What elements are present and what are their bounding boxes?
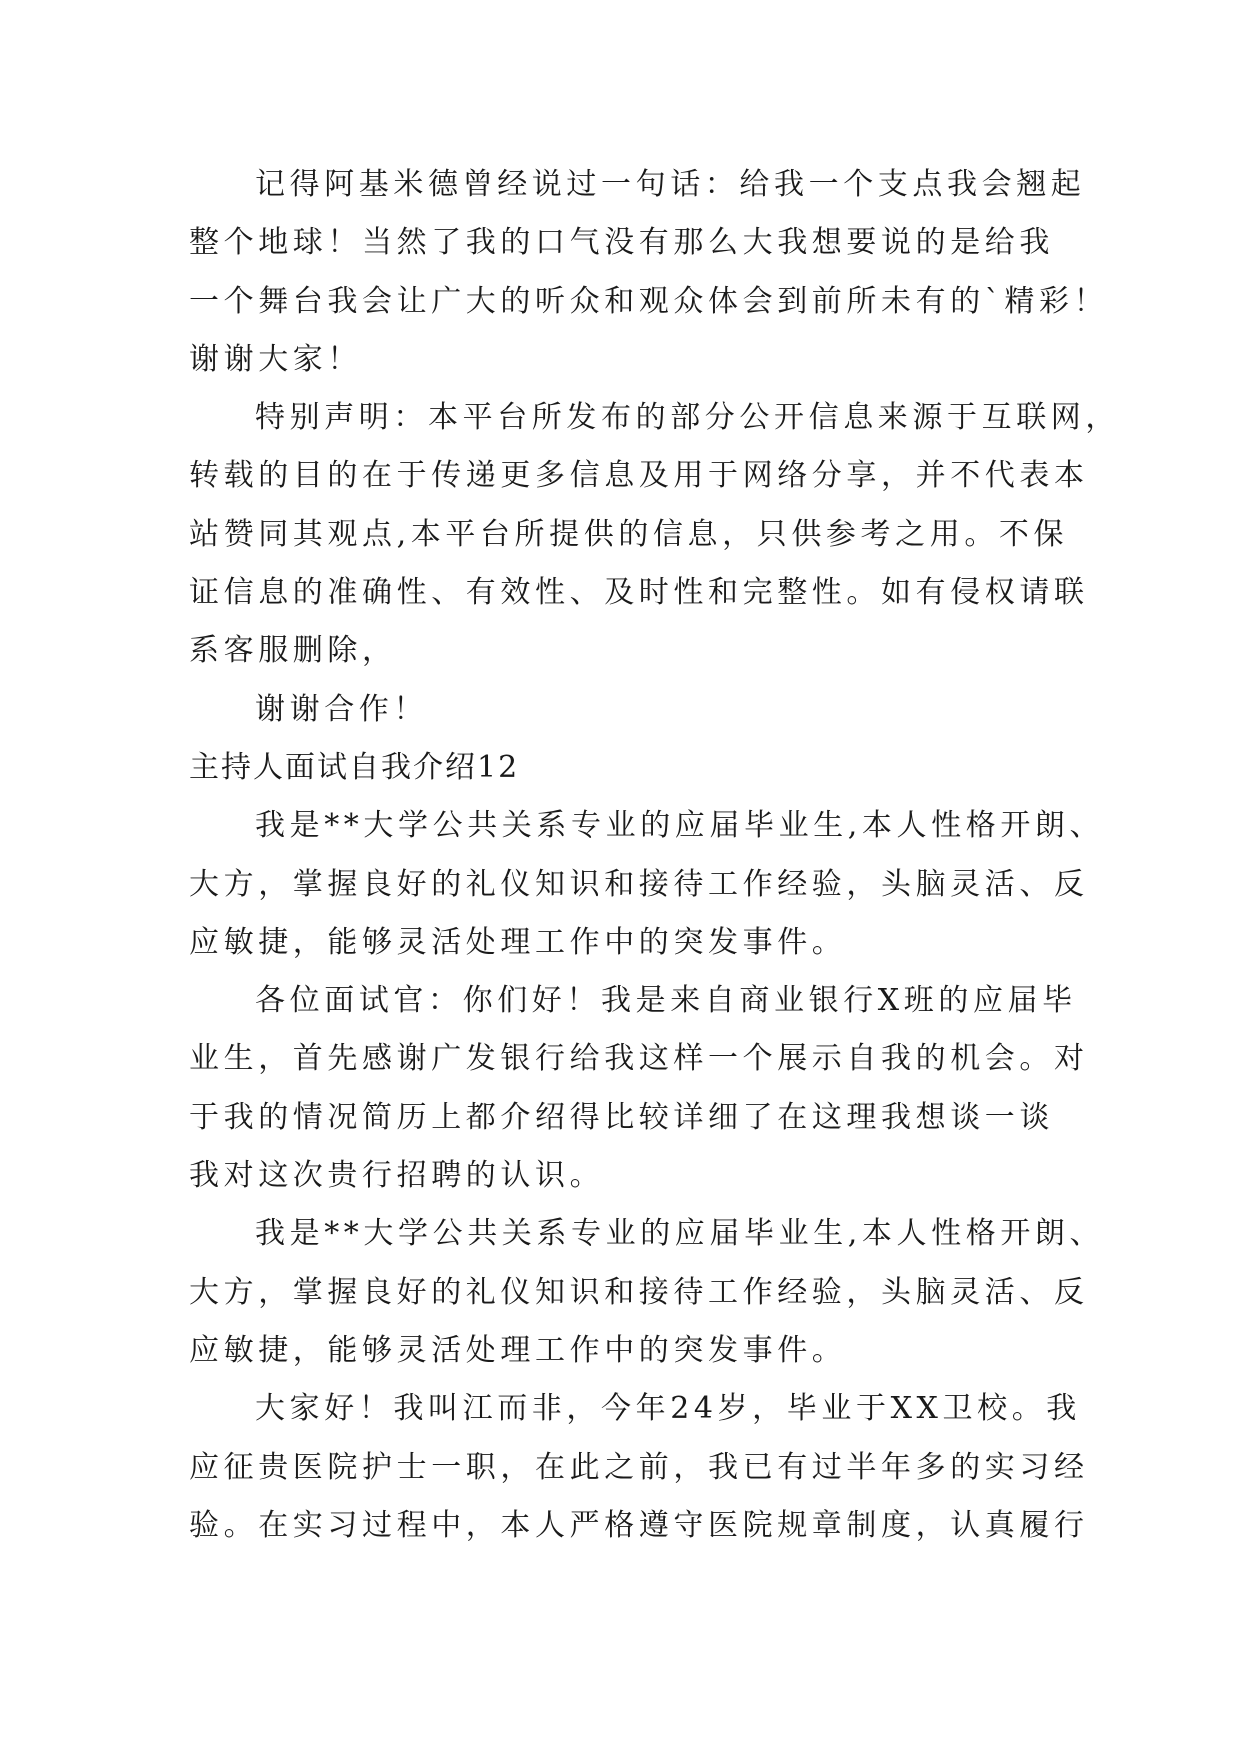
text-line: 各位面试官：你们好！我是来自商业银行X班的应届毕: [255, 983, 1077, 1019]
text-line: 大方，掌握良好的礼仪知识和接待工作经验，头脑灵活、反: [189, 1274, 1089, 1310]
text-line: 记得阿基米德曾经说过一句话：给我一个支点我会翘起: [255, 167, 1086, 202]
text-line: 我对这次贵行招聘的认识。: [189, 1158, 605, 1194]
section-title: 主持人面试自我介绍12: [189, 749, 520, 785]
text-line: 业生，首先感谢广发银行给我这样一个展示自我的机会。对: [189, 1041, 1089, 1077]
text-line: 应敏捷，能够灵活处理工作中的突发事件。: [189, 1332, 847, 1368]
text-line: 谢谢合作！: [255, 691, 428, 727]
text-line: 大家好！我叫江而非，今年24岁，毕业于XX卫校。我: [255, 1391, 1081, 1427]
text-line: 应敏捷，能够灵活处理工作中的突发事件。: [189, 924, 847, 960]
text-line: 应征贵医院护士一职，在此之前，我已有过半年多的实习经: [189, 1449, 1089, 1485]
text-line: 于我的情况简历上都介绍得比较详细了在这理我想谈一谈: [189, 1099, 1054, 1135]
text-line: 整个地球！当然了我的口气没有那么大我想要说的是给我: [189, 225, 1054, 261]
text-line: 特别声明：本平台所发布的部分公开信息来源于互联网，: [255, 400, 1120, 436]
text-line: 证信息的准确性、有效性、及时性和完整性。如有侵权请联: [189, 575, 1089, 611]
text-line: 站赞同其观点,本平台所提供的信息，只供参考之用。不保: [189, 516, 1069, 552]
text-line: 验。在实习过程中，本人严格遵守医院规章制度，认真履行: [189, 1507, 1089, 1543]
text-line: 谢谢大家！: [189, 341, 362, 377]
text-line: 系客服删除，: [189, 633, 397, 669]
text-line: 一个舞台我会让广大的听众和观众体会到前所未有的`精彩！: [189, 283, 1109, 319]
document-body: [189, 156, 1120, 1555]
text-line: 我是**大学公共关系专业的应届毕业生,本人性格开朗、: [255, 808, 1105, 844]
text-line: 我是**大学公共关系专业的应届毕业生,本人性格开朗、: [255, 1216, 1105, 1252]
text-line: 大方，掌握良好的礼仪知识和接待工作经验，头脑灵活、反: [189, 866, 1089, 902]
text-line: 转载的目的在于传递更多信息及用于网络分享，并不代表本: [189, 458, 1089, 494]
